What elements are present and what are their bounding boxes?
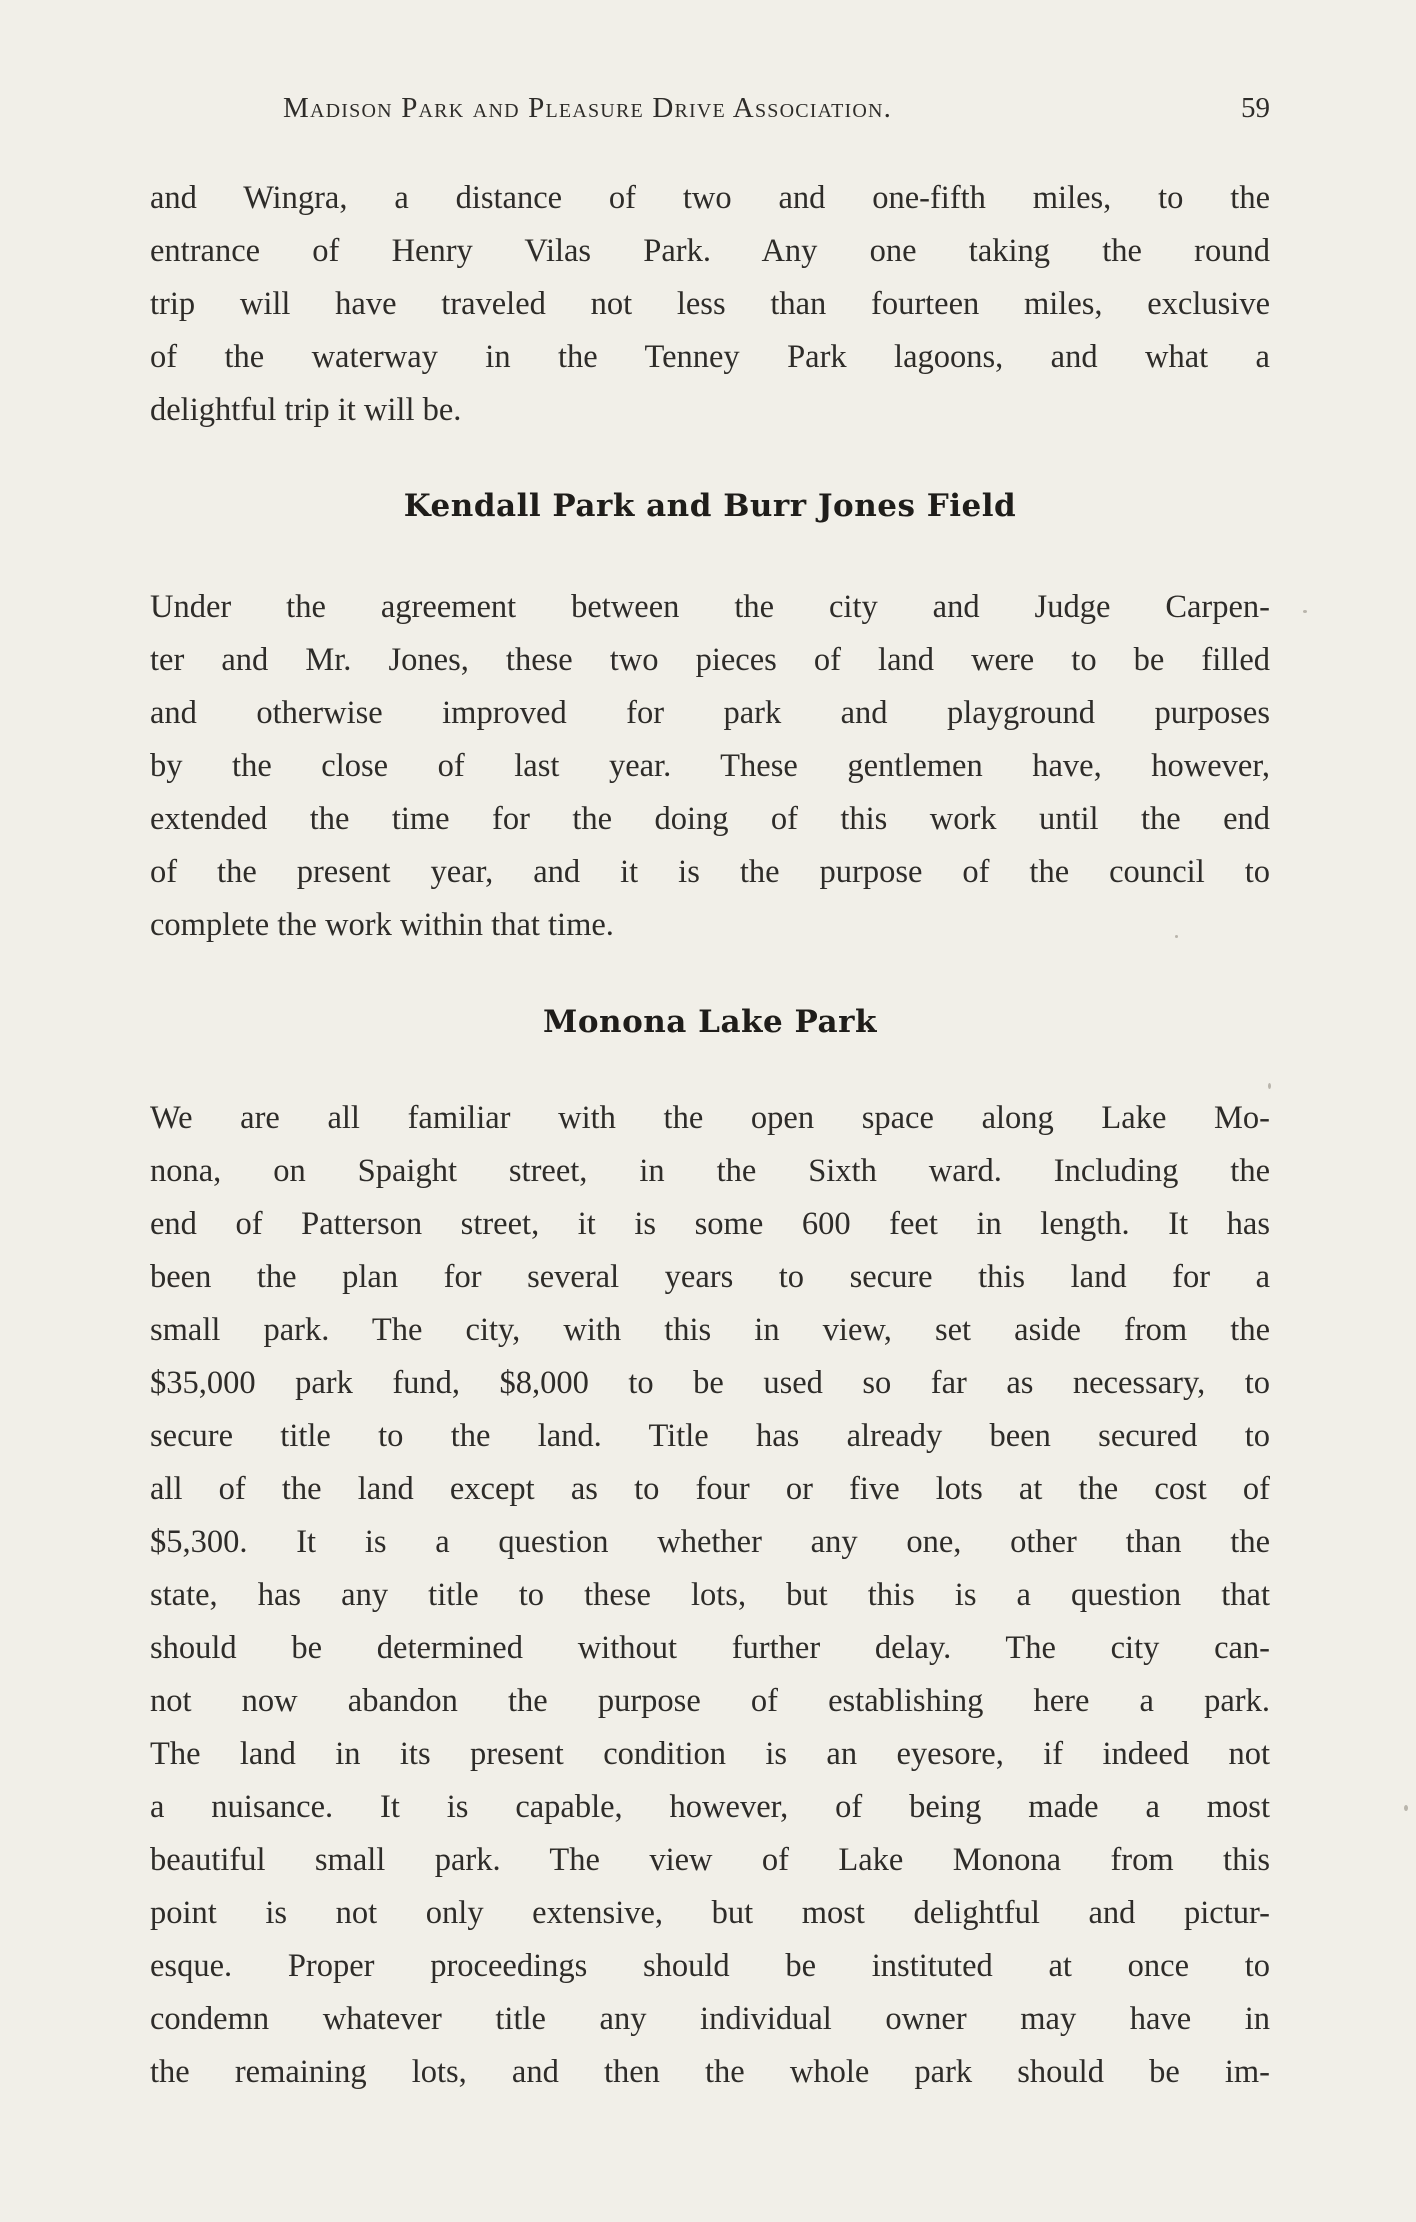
monona-line: nona, on Spaight street, in the Sixth ward. Including the bbox=[150, 1153, 1270, 1189]
intro-line: and Wingra, a distance of two and one-fifth miles, to the bbox=[150, 180, 1270, 216]
kendall-line: by the close of last year. These gentlemen have, however, bbox=[150, 748, 1270, 784]
monona-line: small park. The city, with this in view, set aside from the bbox=[150, 1312, 1270, 1348]
monona-line: $35,000 park fund, $8,000 to be used so far as necessary, to bbox=[150, 1365, 1270, 1401]
running-header-title: Madison Park and Pleasure Drive Association. bbox=[283, 92, 893, 124]
page-number: 59 bbox=[1241, 92, 1270, 124]
monona-line: point is not only extensive, but most delightful and pictur- bbox=[150, 1895, 1270, 1931]
paper-speck bbox=[1268, 1083, 1271, 1089]
kendall-line: and otherwise improved for park and playground purposes bbox=[150, 695, 1270, 731]
monona-line: beautiful small park. The view of Lake Monona from this bbox=[150, 1842, 1270, 1878]
monona-line: state, has any title to these lots, but this is a question that bbox=[150, 1577, 1270, 1613]
monona-line: condemn whatever title any individual owner may have in bbox=[150, 2001, 1270, 2037]
monona-line: $5,300. It is a question whether any one, other than the bbox=[150, 1524, 1270, 1560]
intro-line: of the waterway in the Tenney Park lagoons, and what a bbox=[150, 339, 1270, 375]
section-heading-monona: Monona Lake Park bbox=[543, 1004, 877, 1040]
section-heading-kendall: Kendall Park and Burr Jones Field bbox=[403, 488, 1017, 524]
monona-line: secure title to the land. Title has already been secured to bbox=[150, 1418, 1270, 1454]
paper-speck bbox=[1303, 610, 1307, 613]
paper-speck bbox=[1404, 1805, 1408, 1811]
monona-line: not now abandon the purpose of establishing here a park. bbox=[150, 1683, 1270, 1719]
kendall-line: extended the time for the doing of this work until the end bbox=[150, 801, 1270, 837]
monona-line: been the plan for several years to secure this land for a bbox=[150, 1259, 1270, 1295]
monona-line: end of Patterson street, it is some 600 feet in length. It has bbox=[150, 1206, 1270, 1242]
kendall-line: ter and Mr. Jones, these two pieces of land were to be filled bbox=[150, 642, 1270, 678]
paper-speck bbox=[1175, 935, 1178, 938]
monona-line: The land in its present condition is an eyesore, if indeed not bbox=[150, 1736, 1270, 1772]
book-page bbox=[150, 0, 1270, 2222]
monona-line: all of the land except as to four or five lots at the cost of bbox=[150, 1471, 1270, 1507]
intro-paragraph bbox=[150, 172, 1270, 437]
monona-line: a nuisance. It is capable, however, of being made a most bbox=[150, 1789, 1270, 1825]
monona-line: We are all familiar with the open space along Lake Mo- bbox=[150, 1100, 1270, 1136]
kendall-line: complete the work within that time. bbox=[150, 907, 614, 943]
monona-line: esque. Proper proceedings should be instituted at once to bbox=[150, 1948, 1270, 1984]
running-header bbox=[150, 92, 1270, 132]
kendall-line: Under the agreement between the city and Judge Carpen- bbox=[150, 589, 1270, 625]
intro-line: trip will have traveled not less than fourteen miles, exclusive bbox=[150, 286, 1270, 322]
intro-line: delightful trip it will be. bbox=[150, 392, 462, 428]
monona-line: the remaining lots, and then the whole park should be im- bbox=[150, 2054, 1270, 2090]
intro-line: entrance of Henry Vilas Park. Any one taking the round bbox=[150, 233, 1270, 269]
monona-line: should be determined without further delay. The city can- bbox=[150, 1630, 1270, 1666]
monona-paragraph bbox=[150, 1092, 1270, 2099]
kendall-line: of the present year, and it is the purpose of the council to bbox=[150, 854, 1270, 890]
kendall-paragraph bbox=[150, 581, 1270, 952]
